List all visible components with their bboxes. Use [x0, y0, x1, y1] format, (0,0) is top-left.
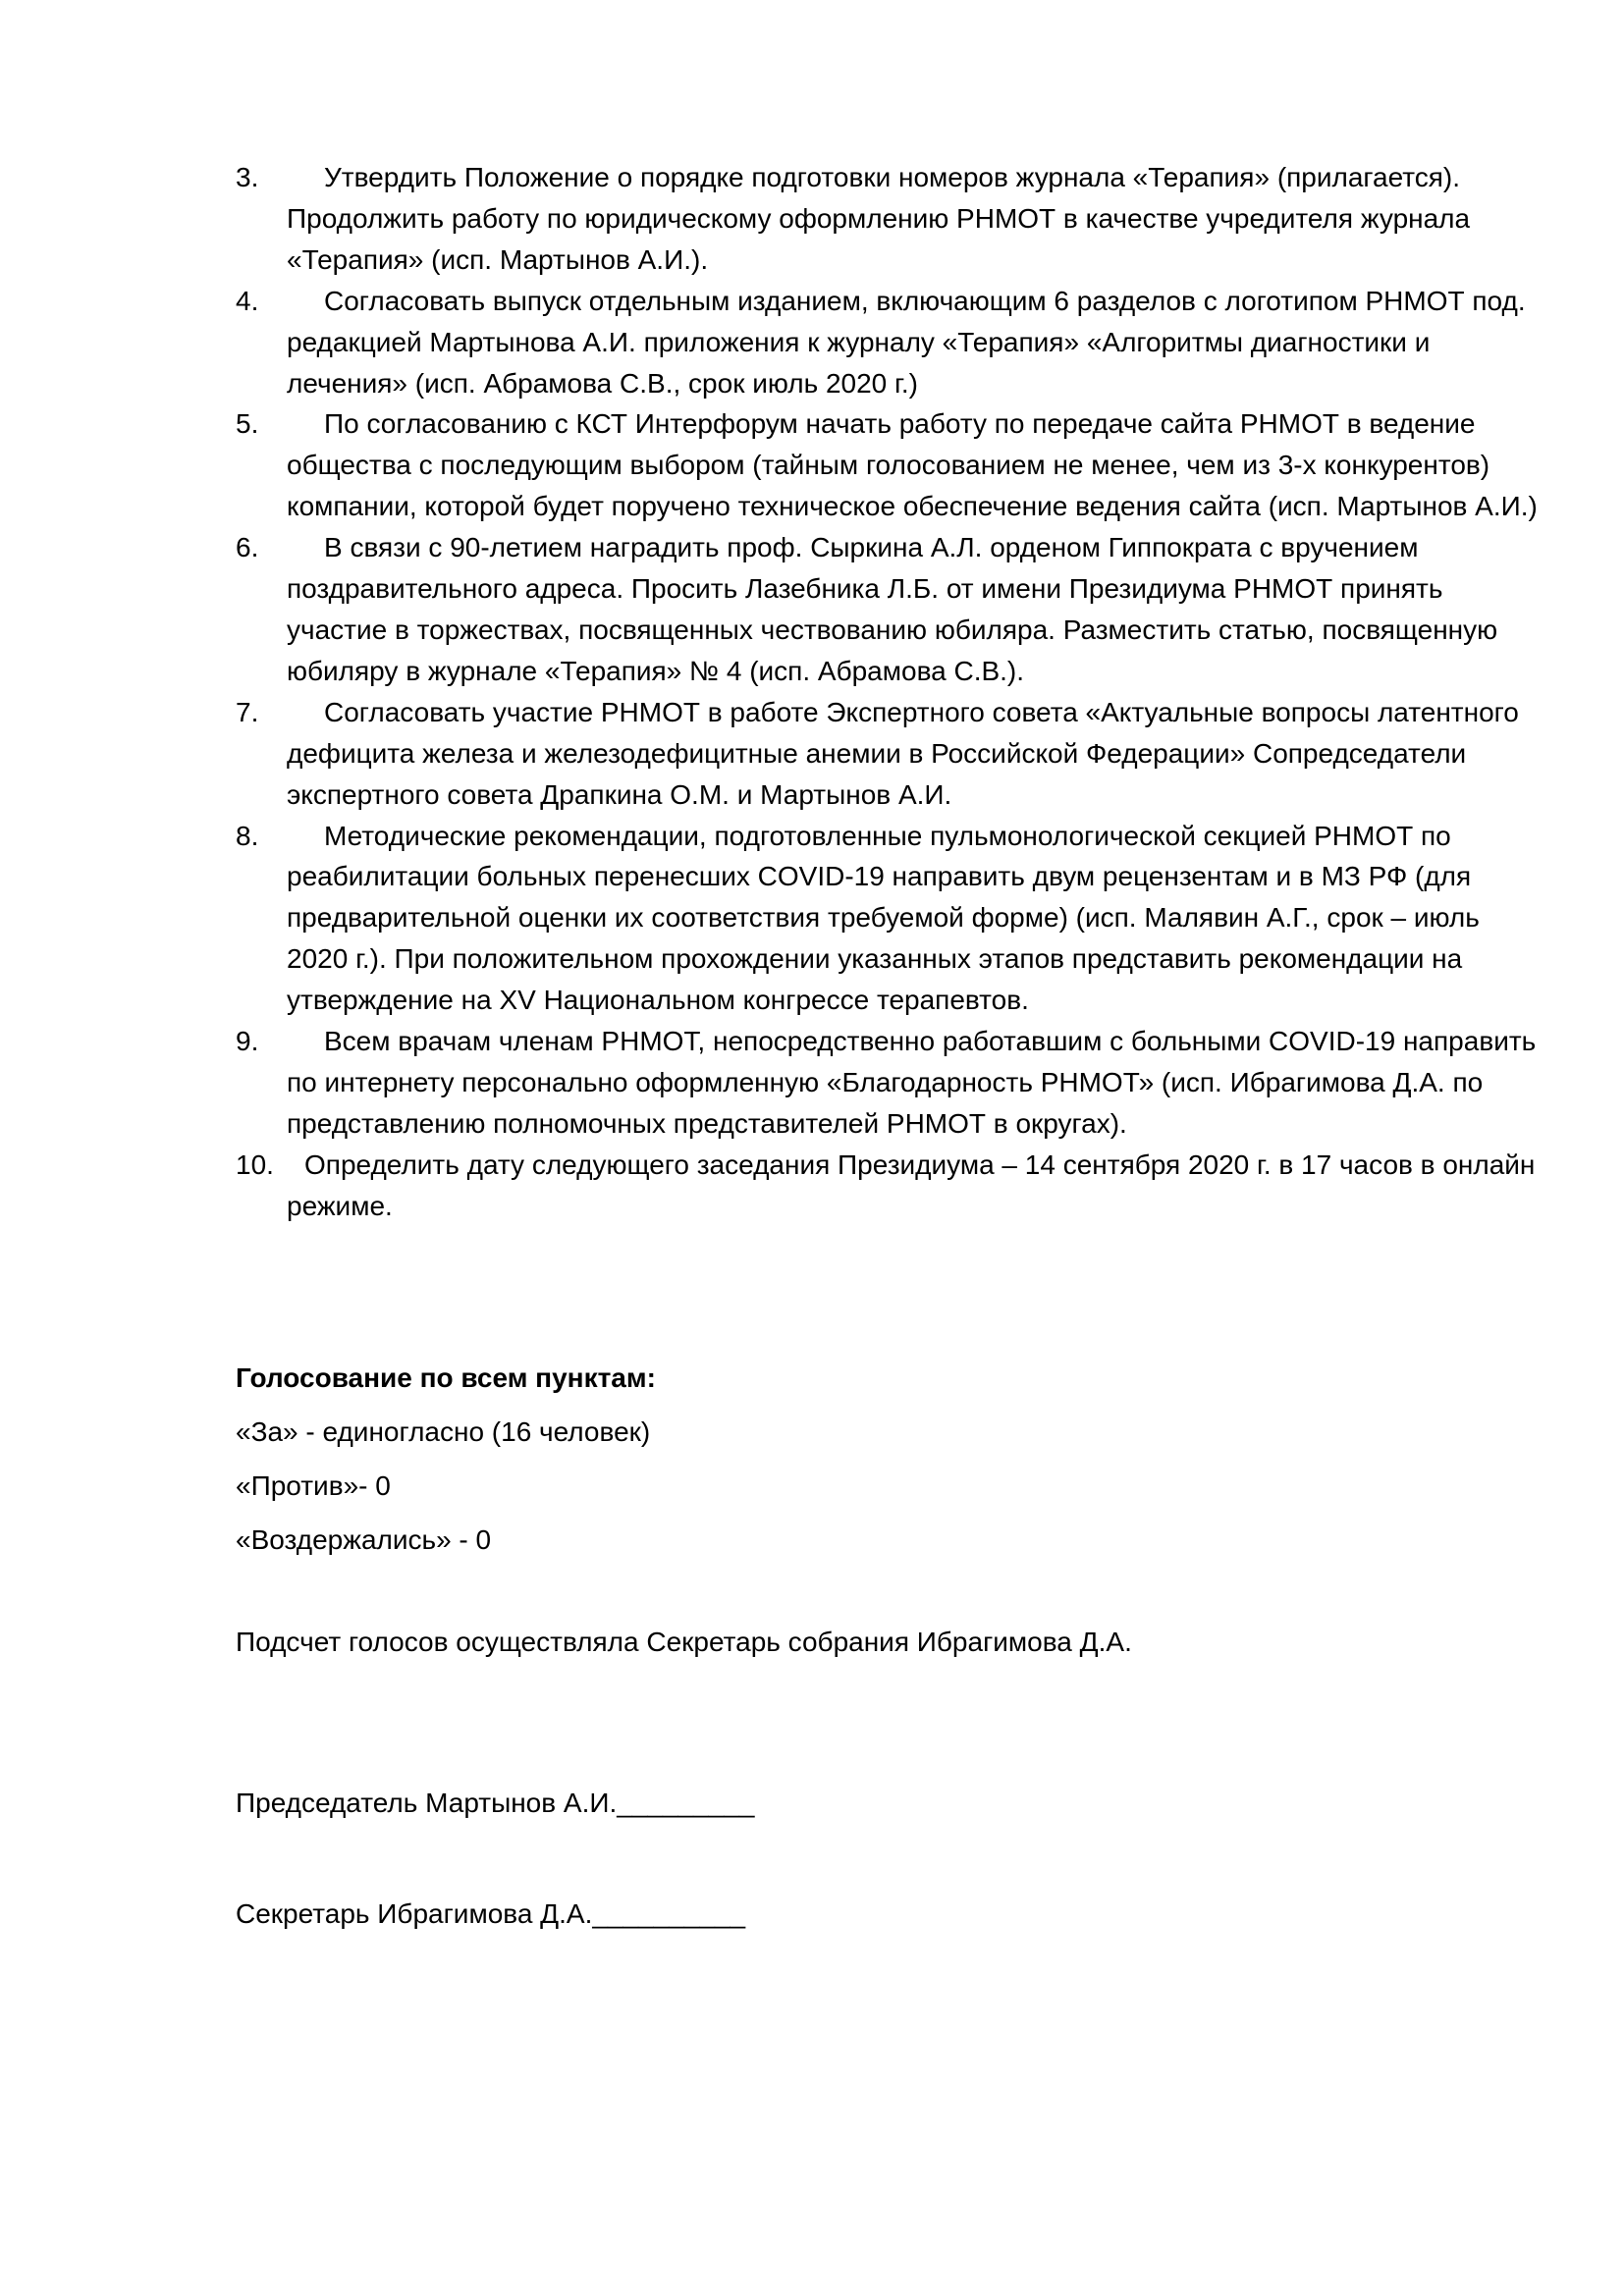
list-item [236, 527, 1542, 692]
item-text: По согласованию с КСТ Интерфорум начать работу по передаче сайта РНМОТ в ведение общества с последующим выбором (тайным голосованием не менее, чем из 3-х конкурентов) компании, которой будет поручено техническое обеспечение ведения сайта (исп. Мартынов А.И.) [287, 408, 1538, 522]
list-item [236, 816, 1542, 1022]
item-number: 5. [236, 408, 259, 440]
list-item [236, 157, 1542, 281]
vote-count-note: Подсчет голосов осуществляла Секретарь собрания Ибрагимова Д.А. [236, 1627, 1132, 1657]
chairman-signature-line: Председатель Мартынов А.И._________ [236, 1788, 755, 1818]
item-number: 4. [236, 285, 259, 316]
voting-heading: Голосование по всем пунктам: [236, 1362, 656, 1393]
item-number: 6. [236, 532, 259, 563]
item-text: Всем врачам членам РНМОТ, непосредственно работавшим с больными COVID-19 направить по интернету персонально оформленную «Благодарность РНМОТ» (исп. Ибрагимова Д.А. по представлению полномочных представителей РНМОТ в округах). [287, 1026, 1537, 1139]
vote-against: «Против»- 0 [236, 1470, 391, 1501]
item-number: 3. [236, 162, 259, 192]
item-number: 10. [236, 1148, 274, 1180]
item-text: Методические рекомендации, подготовленные пульмонологической секцией РНМОТ по реабилитации больных перенесших COVID-19 направить двум рецензентам и в МЗ РФ (для предварительной оценки их соответствия требуемой форме) (исп. Малявин А.Г., срок – июль 2020 г.). При положительном прохождении указанных этапов представить рекомендации на утверждение на XV Национальном конгрессе терапевтов. [287, 820, 1480, 1016]
item-number: 7. [236, 696, 259, 727]
list-item [236, 281, 1542, 404]
list-item [236, 1021, 1542, 1145]
resolution-list [236, 157, 1542, 1227]
item-text: Утвердить Положение о порядке подготовки номеров журнала «Терапия» (прилагается). Продолжить работу по юридическому оформлению РНМОТ в качестве учредителя журнала «Терапия» (исп. Мартынов А.И.). [287, 162, 1471, 275]
list-item [236, 1145, 1542, 1227]
secretary-signature-line: Секретарь Ибрагимова Д.А.__________ [236, 1898, 746, 1929]
item-text: Согласовать участие РНМОТ в работе Экспертного совета «Актуальные вопросы латентного дефицита железа и железодефицитные анемии в Российской Федерации» Сопредседатели экспертного совета Драпкина О.М. и Мартынов А.И. [287, 696, 1519, 810]
vote-for: «За» - единогласно (16 человек) [236, 1416, 651, 1447]
item-text: В связи с 90-летием наградить проф. Сыркина А.Л. орденом Гиппократа с вручением поздравительного адреса. Просить Лазебника Л.Б. от имени Президиума РНМОТ принять участие в торжествах, посвященных чествованию юбиляра. Разместить статью, посвященную юбиляру в журнале «Терапия» № 4 (исп. Абрамова С.В.). [287, 532, 1498, 686]
list-item [236, 692, 1542, 816]
item-number: 9. [236, 1026, 259, 1057]
item-text: Согласовать выпуск отдельным изданием, включающим 6 разделов с логотипом РНМОТ под. редакцией Мартынова А.И. приложения к журналу «Терапия» «Алгоритмы диагностики и лечения» (исп. Абрамова С.В., срок июль 2020 г.) [287, 285, 1526, 399]
vote-abstained: «Воздержались» - 0 [236, 1524, 492, 1555]
list-item [236, 403, 1542, 527]
item-text: Определить дату следующего заседания Президиума – 14 сентября 2020 г. в 17 часов в онлайн режиме. [287, 1148, 1536, 1221]
item-number: 8. [236, 820, 259, 851]
